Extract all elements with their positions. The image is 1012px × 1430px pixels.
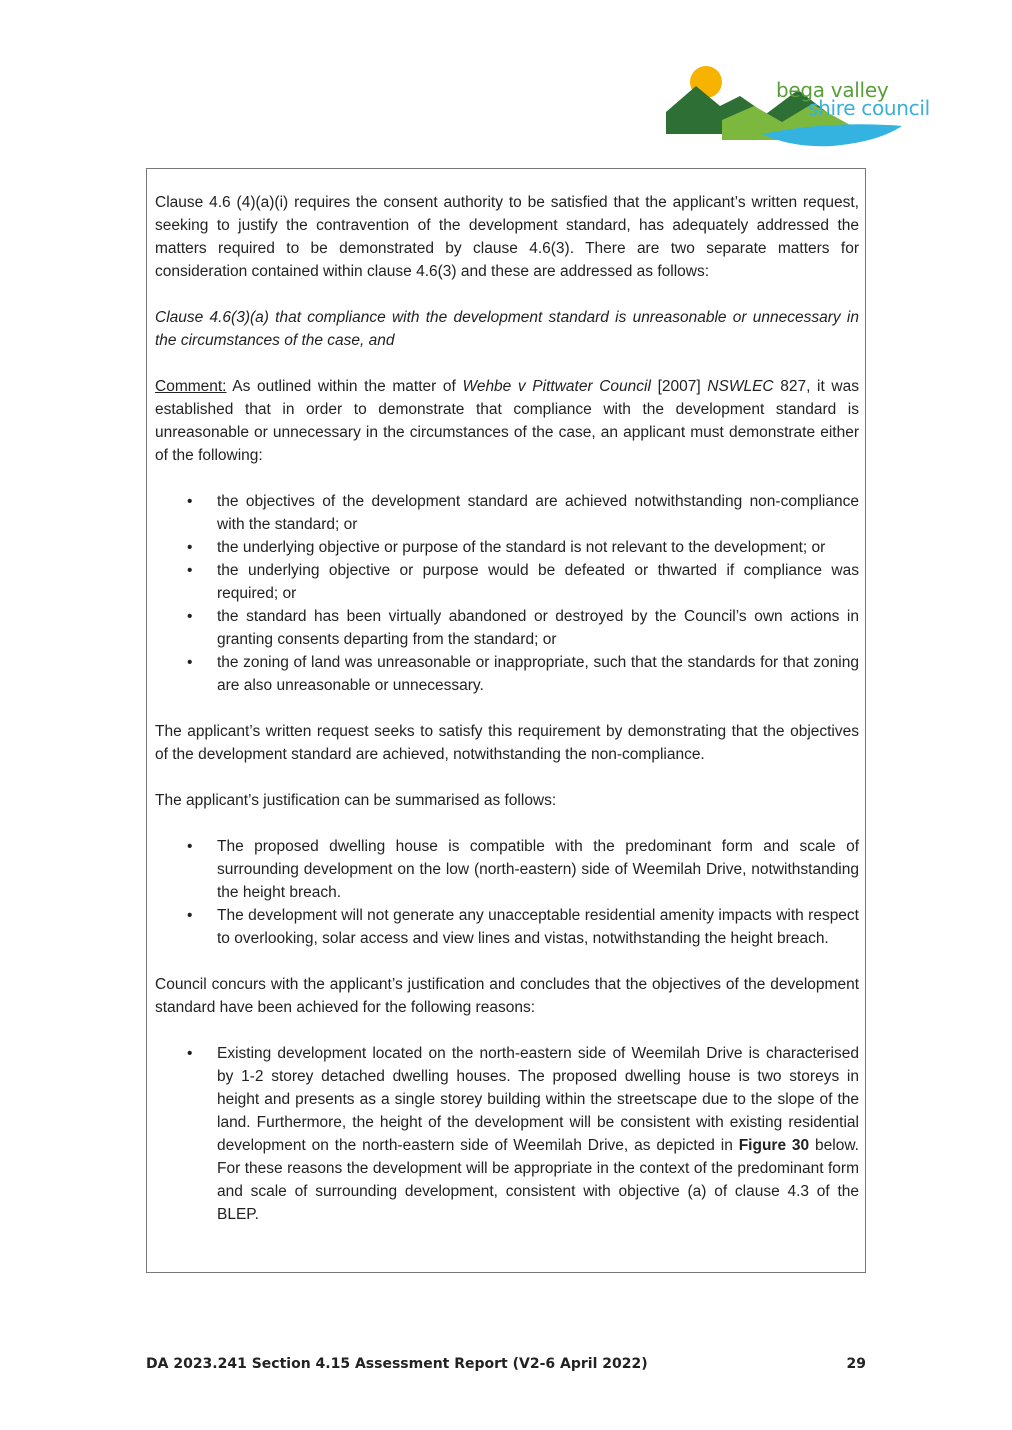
content-body: [155, 191, 859, 1249]
footer-report-title: DA 2023.241 Section 4.15 Assessment Report (V2-6 April 2022): [146, 1356, 648, 1372]
list-item: • the zoning of land was unreasonable or inappropriate, such that the standards for that zoning are also unreasonable or unnecessary.: [155, 651, 859, 697]
court-name: NSWLEC: [707, 378, 774, 395]
logo-line-2: shire council: [808, 96, 930, 120]
list-item: • The development will not generate any unacceptable residential amenity impacts with respect to overlooking, solar access and view lines and vistas, notwithstanding the height breach.: [155, 904, 859, 950]
wehbe-tests-list: [155, 490, 859, 697]
paragraph-comment: [155, 375, 859, 467]
list-item: • the standard has been virtually abandoned or destroyed by the Council’s own actions in granting consents departing from the standard; or: [155, 605, 859, 651]
paragraph-council-concurs: Council concurs with the applicant’s justification and concludes that the objectives of the development standard have been achieved for the following reasons:: [155, 976, 859, 1016]
reason-text-2: below. For these reasons the development will be appropriate in the context of the predominant form and scale of surrounding development, consistent with objective (a) of clause 4.3 of the BLEP.: [217, 1137, 859, 1223]
reason-text-1: Existing development located on the north-eastern side of Weemilah Drive is characterised by 1-2 storey detached dwelling houses. The proposed dwelling house is two storeys in height and presents as a single storey building within the streetscape due to the slope of the land. Furthermore, the height of the development will be consistent with existing residential development on the north-eastern side of Weemilah Drive, as depicted in: [217, 1045, 859, 1154]
council-logo: [662, 60, 942, 160]
reasons-list: [155, 1042, 859, 1226]
comment-text-1: As outlined within the matter of: [226, 378, 463, 395]
justification-list: [155, 835, 859, 950]
comment-text-3: 827, it was established that in order to demonstrate that compliance with the development standard is unreasonable or unnecessary in the circumstances of the case, an applicant must demonstrate either of the following:: [155, 378, 859, 464]
paragraph-clause-46-3a: Clause 4.6(3)(a) that compliance with the development standard is unreasonable or unnecessary in the circumstances of the case, and: [155, 309, 859, 349]
list-item: • The proposed dwelling house is compatible with the predominant form and scale of surrounding development on the low (north-eastern) side of Weemilah Drive, notwithstanding the height breach.: [155, 835, 859, 904]
case-name: Wehbe v Pittwater Council: [462, 378, 651, 395]
figure-reference: Figure 30: [738, 1137, 810, 1154]
paragraph-clause-46-4: Clause 4.6 (4)(a)(i) requires the consent authority to be satisfied that the applicant’s written request, seeking to justify the contravention of the development standard, has adequately addressed the matters required to be demonstrated by clause 4.6(3). There are two separate matters for consideration contained within clause 4.6(3) and these are addressed as follows:: [155, 194, 859, 280]
page-number: 29: [846, 1356, 866, 1372]
content-frame: [146, 168, 866, 1273]
logo-line-1: bega valley: [776, 78, 889, 102]
list-item: [155, 1042, 859, 1226]
comment-text-2: [2007]: [650, 378, 708, 395]
list-item: • the underlying objective or purpose would be defeated or thwarted if compliance was required; or: [155, 559, 859, 605]
comment-label: Comment:: [155, 378, 227, 395]
list-item: • the underlying objective or purpose of the standard is not relevant to the development; or: [155, 536, 859, 559]
paragraph-applicant-justification: The applicant’s justification can be summarised as follows:: [155, 792, 557, 809]
paragraph-applicant-request: The applicant’s written request seeks to satisfy this requirement by demonstrating that the objectives of the development standard are achieved, notwithstanding the non-compliance.: [155, 723, 859, 763]
list-item: • the objectives of the development standard are achieved notwithstanding non-compliance with the standard; or: [155, 490, 859, 536]
